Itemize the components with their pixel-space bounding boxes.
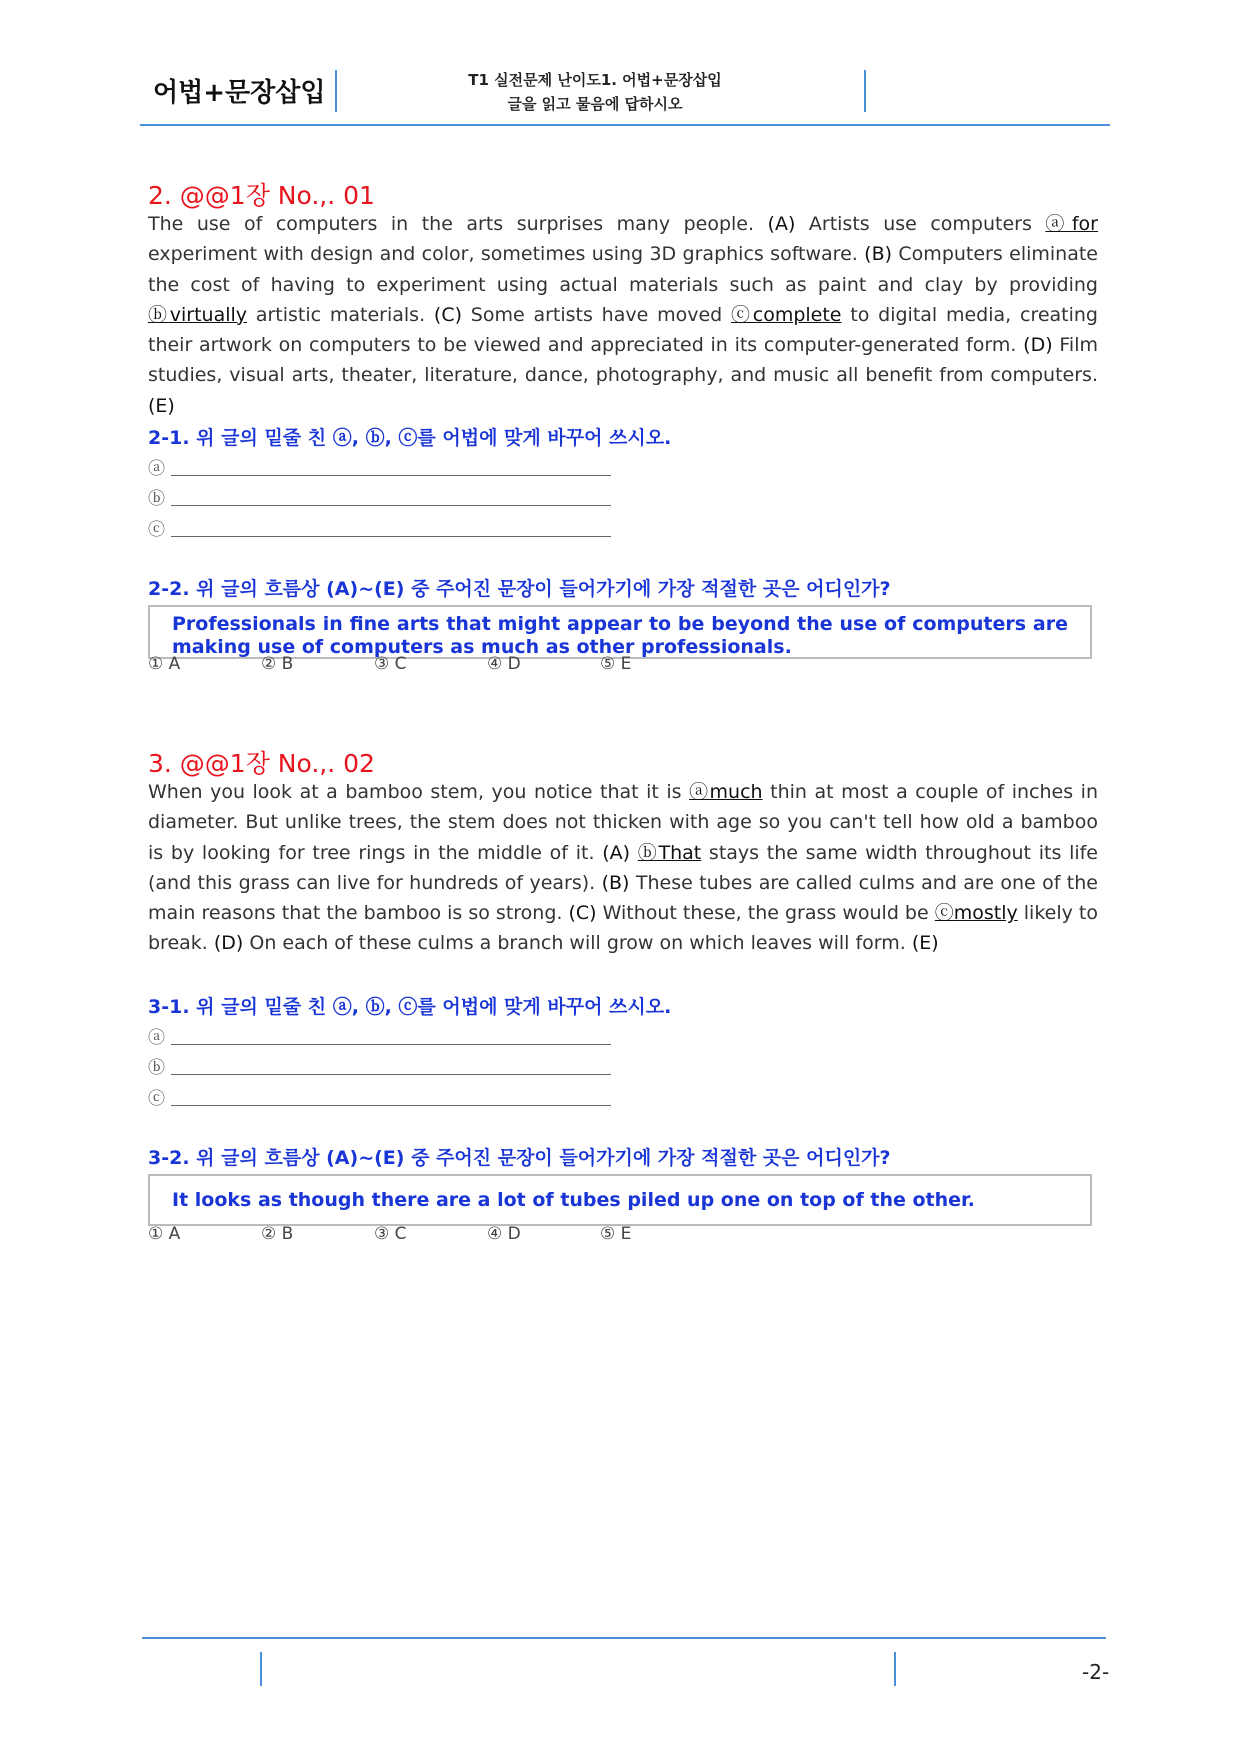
q2-passage: The use of computers in the arts surprises many people. (A) Artists use computers ⓐfor experiment with design and color, sometimes using 3D graphics software. (B) Computers eliminate the cost of having to experiment using actual materials such as paint and clay by providing ⓑvirtually artistic materials. (C) Some artists have moved ⓒcomplete to digital media, creating their artwork on computers to be viewed and appreciated in its computer-generated form. (D) Film studies, visual arts, theater, literature, dance, photography, and music all benefit from computers. (E) — [148, 213, 1098, 417]
q2-title: 2. @@1장 No.,. 01 — [148, 181, 375, 210]
q3-given-sentence: It looks as though there are a lot of tubes piled up one on top of the other. — [148, 1174, 1092, 1226]
q2-choice-2[interactable]: ② B — [261, 654, 294, 674]
header-divider-left — [335, 70, 337, 112]
q3-choice-5[interactable]: ⑤ E — [600, 1224, 632, 1244]
footer-divider-right — [894, 1652, 896, 1686]
q3-sub1-prompt: 3-1. 위 글의 밑줄 친 ⓐ, ⓑ, ⓒ를 어법에 맞게 바꾸어 쓰시오. — [148, 996, 672, 1018]
q3-choice-1[interactable]: ① A — [148, 1224, 181, 1244]
header-subtitle — [400, 68, 790, 116]
q2-given-sentence: Professionals in fine arts that might appear to be beyond the use of computers are making use of computers as much as other professionals. — [148, 605, 1092, 659]
q2-blank-a[interactable]: ⓐ — [148, 454, 611, 478]
header-divider-right — [864, 70, 866, 112]
q3-choice-3[interactable]: ③ C — [374, 1224, 407, 1244]
q2-blank-b[interactable]: ⓑ — [148, 484, 611, 508]
q2-blank-c[interactable]: ⓒ — [148, 515, 611, 539]
q2-choice-3[interactable]: ③ C — [374, 654, 407, 674]
q3-title: 3. @@1장 No.,. 02 — [148, 749, 375, 778]
q3-choice-2[interactable]: ② B — [261, 1224, 294, 1244]
header-line2: 글을 읽고 물음에 답하시오 — [507, 95, 683, 113]
q2-choice-4[interactable]: ④ D — [487, 654, 521, 674]
q2-choice-5[interactable]: ⑤ E — [600, 654, 632, 674]
q2-sub1-prompt: 2-1. 위 글의 밑줄 친 ⓐ, ⓑ, ⓒ를 어법에 맞게 바꾸어 쓰시오. — [148, 427, 672, 449]
q3-blank-c[interactable]: ⓒ — [148, 1084, 611, 1108]
q2-choices — [148, 654, 713, 674]
q3-blank-a[interactable]: ⓐ — [148, 1023, 611, 1047]
q2-sub2-prompt: 2-2. 위 글의 흐름상 (A)~(E) 중 주어진 문장이 들어가기에 가장 적절한 곳은 어디인가? — [148, 578, 891, 600]
q2-choice-1[interactable]: ① A — [148, 654, 181, 674]
q3-choices — [148, 1224, 713, 1244]
page-number: -2- — [1082, 1660, 1110, 1684]
header-rule — [140, 124, 1110, 126]
q3-sub2-prompt: 3-2. 위 글의 흐름상 (A)~(E) 중 주어진 문장이 들어가기에 가장 적절한 곳은 어디인가? — [148, 1147, 891, 1169]
q3-choice-4[interactable]: ④ D — [487, 1224, 521, 1244]
footer-divider-left — [260, 1652, 262, 1686]
header-line1: T1 실전문제 난이도1. 어법+문장삽입 — [468, 71, 722, 89]
q3-blank-b[interactable]: ⓑ — [148, 1053, 611, 1077]
header-title: 어법+문장삽입 — [153, 78, 326, 108]
q3-passage: When you look at a bamboo stem, you notice that it is ⓐmuch thin at most a couple of inches in diameter. But unlike trees, the stem does not thicken with age so you can't tell how old a bamboo is by looking for tree rings in the middle of it. (A) ⓑThat stays the same width throughout its life (and this grass can live for hundreds of years). (B) These tubes are called culms and are one of the main reasons that the bamboo is so strong. (C) Without these, the grass would be ⓒmostly likely to break. (D) On each of these culms a branch will grow on which leaves will form. (E) — [148, 781, 1098, 955]
footer-rule — [142, 1637, 1106, 1639]
